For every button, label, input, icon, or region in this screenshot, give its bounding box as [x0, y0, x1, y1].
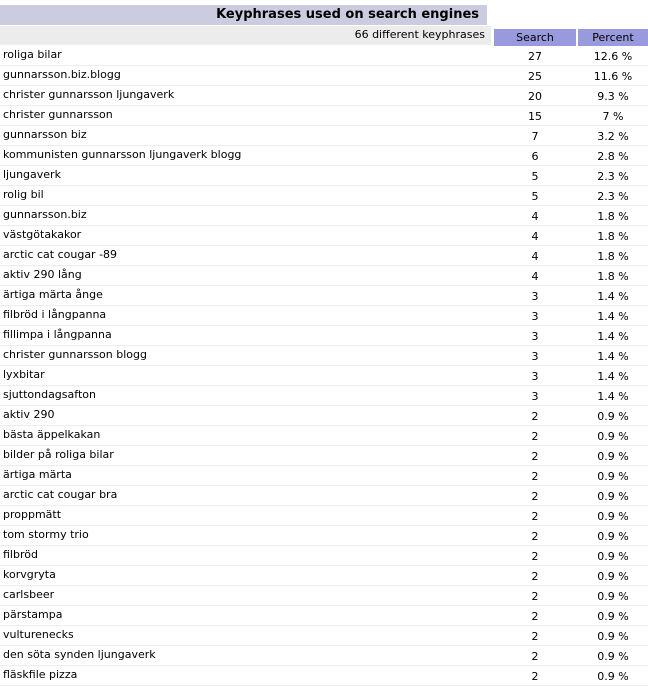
percent-cell: 1.8 %: [597, 270, 629, 283]
percent-cell: 0.9 %: [597, 410, 629, 423]
search-count-cell: 25: [528, 70, 542, 83]
percent-cell: 1.4 %: [597, 390, 629, 403]
search-count-cell: 5: [531, 170, 539, 183]
percent-cell: 2.8 %: [597, 150, 629, 163]
keyphrase-cell: pärstampa: [3, 608, 63, 621]
keyphrase-cell: ärtiga märta ånge: [3, 288, 103, 301]
keyphrase-table-body: [0, 46, 648, 686]
table-row: [0, 126, 648, 146]
percent-cell: 0.9 %: [597, 470, 629, 483]
table-row: [0, 646, 648, 666]
percent-cell: 0.9 %: [597, 510, 629, 523]
search-count-cell: 3: [531, 370, 539, 383]
percent-cell: 0.9 %: [597, 450, 629, 463]
percent-cell: 0.9 %: [597, 630, 629, 643]
percent-cell: 11.6 %: [593, 70, 633, 83]
keyphrase-cell: filbröd: [3, 548, 38, 561]
keyphrase-cell: korvgryta: [3, 568, 56, 581]
table-row: [0, 106, 648, 126]
keyphrase-cell: christer gunnarsson ljungaverk: [3, 88, 175, 101]
search-count-cell: 2: [531, 570, 539, 583]
percent-cell: 1.8 %: [597, 210, 629, 223]
percent-cell: 0.9 %: [597, 590, 629, 603]
table-title: Keyphrases used on search engines: [216, 7, 479, 22]
percent-cell: 9.3 %: [597, 90, 629, 103]
search-count-cell: 6: [531, 150, 539, 163]
table-row: [0, 186, 648, 206]
percent-cell: 0.9 %: [597, 550, 629, 563]
keyphrase-cell: carlsbeer: [3, 588, 55, 601]
keyphrase-cell: filbröd i långpanna: [3, 308, 107, 321]
search-count-cell: 2: [531, 510, 539, 523]
keyphrase-cell: proppmätt: [3, 508, 62, 521]
table-row: [0, 286, 648, 306]
keyphrase-cell: sjuttondagsafton: [3, 388, 96, 401]
search-count-cell: 2: [531, 410, 539, 423]
table-row: [0, 546, 648, 566]
search-count-cell: 4: [531, 270, 539, 283]
search-count-cell: 2: [531, 470, 539, 483]
keyphrase-cell: christer gunnarsson blogg: [3, 348, 147, 361]
table-row: [0, 446, 648, 466]
table-row: [0, 626, 648, 646]
search-count-cell: 2: [531, 430, 539, 443]
percent-cell: 12.6 %: [593, 50, 633, 63]
keyphrase-cell: aktiv 290 lång: [3, 268, 82, 281]
search-count-cell: 7: [531, 130, 539, 143]
table-row: [0, 226, 648, 246]
table-row: [0, 526, 648, 546]
keyphrase-cell: gunnarsson.biz.blogg: [3, 68, 121, 81]
row-divider: [0, 685, 648, 686]
keyphrase-cell: aktiv 290: [3, 408, 55, 421]
search-count-cell: 4: [531, 250, 539, 263]
keyphrase-cell: fläskfile pizza: [3, 668, 78, 681]
search-count-cell: 3: [531, 290, 539, 303]
table-row: [0, 306, 648, 326]
keyphrase-cell: arctic cat cougar bra: [3, 488, 118, 501]
table-row: [0, 506, 648, 526]
search-count-cell: 27: [528, 50, 542, 63]
keyphrase-cell: vulturenecks: [3, 628, 74, 641]
percent-cell: 1.4 %: [597, 330, 629, 343]
percent-cell: 1.8 %: [597, 230, 629, 243]
table-row: [0, 366, 648, 386]
percent-cell: 0.9 %: [597, 430, 629, 443]
table-row: [0, 206, 648, 226]
keyphrase-cell: kommunisten gunnarsson ljungaverk blogg: [3, 148, 242, 161]
keyphrase-cell: den söta synden ljungaverk: [3, 648, 156, 661]
table-row: [0, 486, 648, 506]
percent-cell: 0.9 %: [597, 570, 629, 583]
percent-cell: 3.2 %: [597, 130, 629, 143]
percent-cell: 1.8 %: [597, 250, 629, 263]
search-count-cell: 2: [531, 610, 539, 623]
table-row: [0, 86, 648, 106]
keyphrase-cell: rolig bil: [3, 188, 44, 201]
keyphrase-cell: christer gunnarsson: [3, 108, 113, 121]
table-row: [0, 466, 648, 486]
search-count-cell: 3: [531, 330, 539, 343]
search-count-cell: 3: [531, 390, 539, 403]
percent-cell: 1.4 %: [597, 370, 629, 383]
search-count-cell: 3: [531, 350, 539, 363]
keyphrase-cell: roliga bilar: [3, 48, 62, 61]
search-count-cell: 2: [531, 450, 539, 463]
percent-cell: 0.9 %: [597, 650, 629, 663]
table-row: [0, 586, 648, 606]
percent-cell: 0.9 %: [597, 610, 629, 623]
keyphrase-cell: bilder på roliga bilar: [3, 448, 114, 461]
keyphrase-cell: ärtiga märta: [3, 468, 72, 481]
table-row: [0, 426, 648, 446]
keyphrase-cell: fillimpa i långpanna: [3, 328, 112, 341]
percent-cell: 1.4 %: [597, 290, 629, 303]
table-row: [0, 406, 648, 426]
keyphrase-cell: gunnarsson biz: [3, 128, 87, 141]
search-count-cell: 3: [531, 310, 539, 323]
keyphrase-cell: lyxbitar: [3, 368, 45, 381]
keyphrase-cell: arctic cat cougar -89: [3, 248, 118, 261]
search-count-cell: 4: [531, 230, 539, 243]
percent-cell: 0.9 %: [597, 670, 629, 683]
search-count-cell: 2: [531, 550, 539, 563]
column-header-search[interactable]: Search: [494, 29, 576, 46]
table-row: [0, 246, 648, 266]
table-row: [0, 146, 648, 166]
search-count-cell: 4: [531, 210, 539, 223]
keyphrase-cell: tom stormy trio: [3, 528, 89, 541]
table-row: [0, 266, 648, 286]
keyphrase-cell: bästa äppelkakan: [3, 428, 101, 441]
search-count-cell: 20: [528, 90, 542, 103]
table-row: [0, 566, 648, 586]
percent-cell: 0.9 %: [597, 490, 629, 503]
search-count-cell: 2: [531, 490, 539, 503]
table-row: [0, 386, 648, 406]
percent-cell: 1.4 %: [597, 310, 629, 323]
keyphrase-count: 66 different keyphrases: [354, 28, 485, 41]
table-row: [0, 166, 648, 186]
keyphrase-cell: ljungaverk: [3, 168, 61, 181]
search-count-cell: 15: [528, 110, 542, 123]
percent-cell: 2.3 %: [597, 170, 629, 183]
table-row: [0, 326, 648, 346]
search-count-cell: 2: [531, 650, 539, 663]
table-row: [0, 606, 648, 626]
table-title-bar: [0, 5, 487, 25]
search-count-cell: 2: [531, 670, 539, 683]
table-row: [0, 346, 648, 366]
percent-cell: 1.4 %: [597, 350, 629, 363]
table-row: [0, 46, 648, 66]
keyphrase-cell: gunnarsson.biz: [3, 208, 87, 221]
percent-cell: 2.3 %: [597, 190, 629, 203]
percent-cell: 0.9 %: [597, 530, 629, 543]
search-count-cell: 2: [531, 590, 539, 603]
percent-cell: 7 %: [602, 110, 624, 123]
table-row: [0, 66, 648, 86]
search-count-cell: 5: [531, 190, 539, 203]
column-header-percent[interactable]: Percent: [578, 29, 648, 46]
search-count-cell: 2: [531, 630, 539, 643]
table-row: [0, 666, 648, 686]
keyphrase-cell: västgötakakor: [3, 228, 82, 241]
search-count-cell: 2: [531, 530, 539, 543]
keyphrase-count-bar: [0, 26, 491, 45]
